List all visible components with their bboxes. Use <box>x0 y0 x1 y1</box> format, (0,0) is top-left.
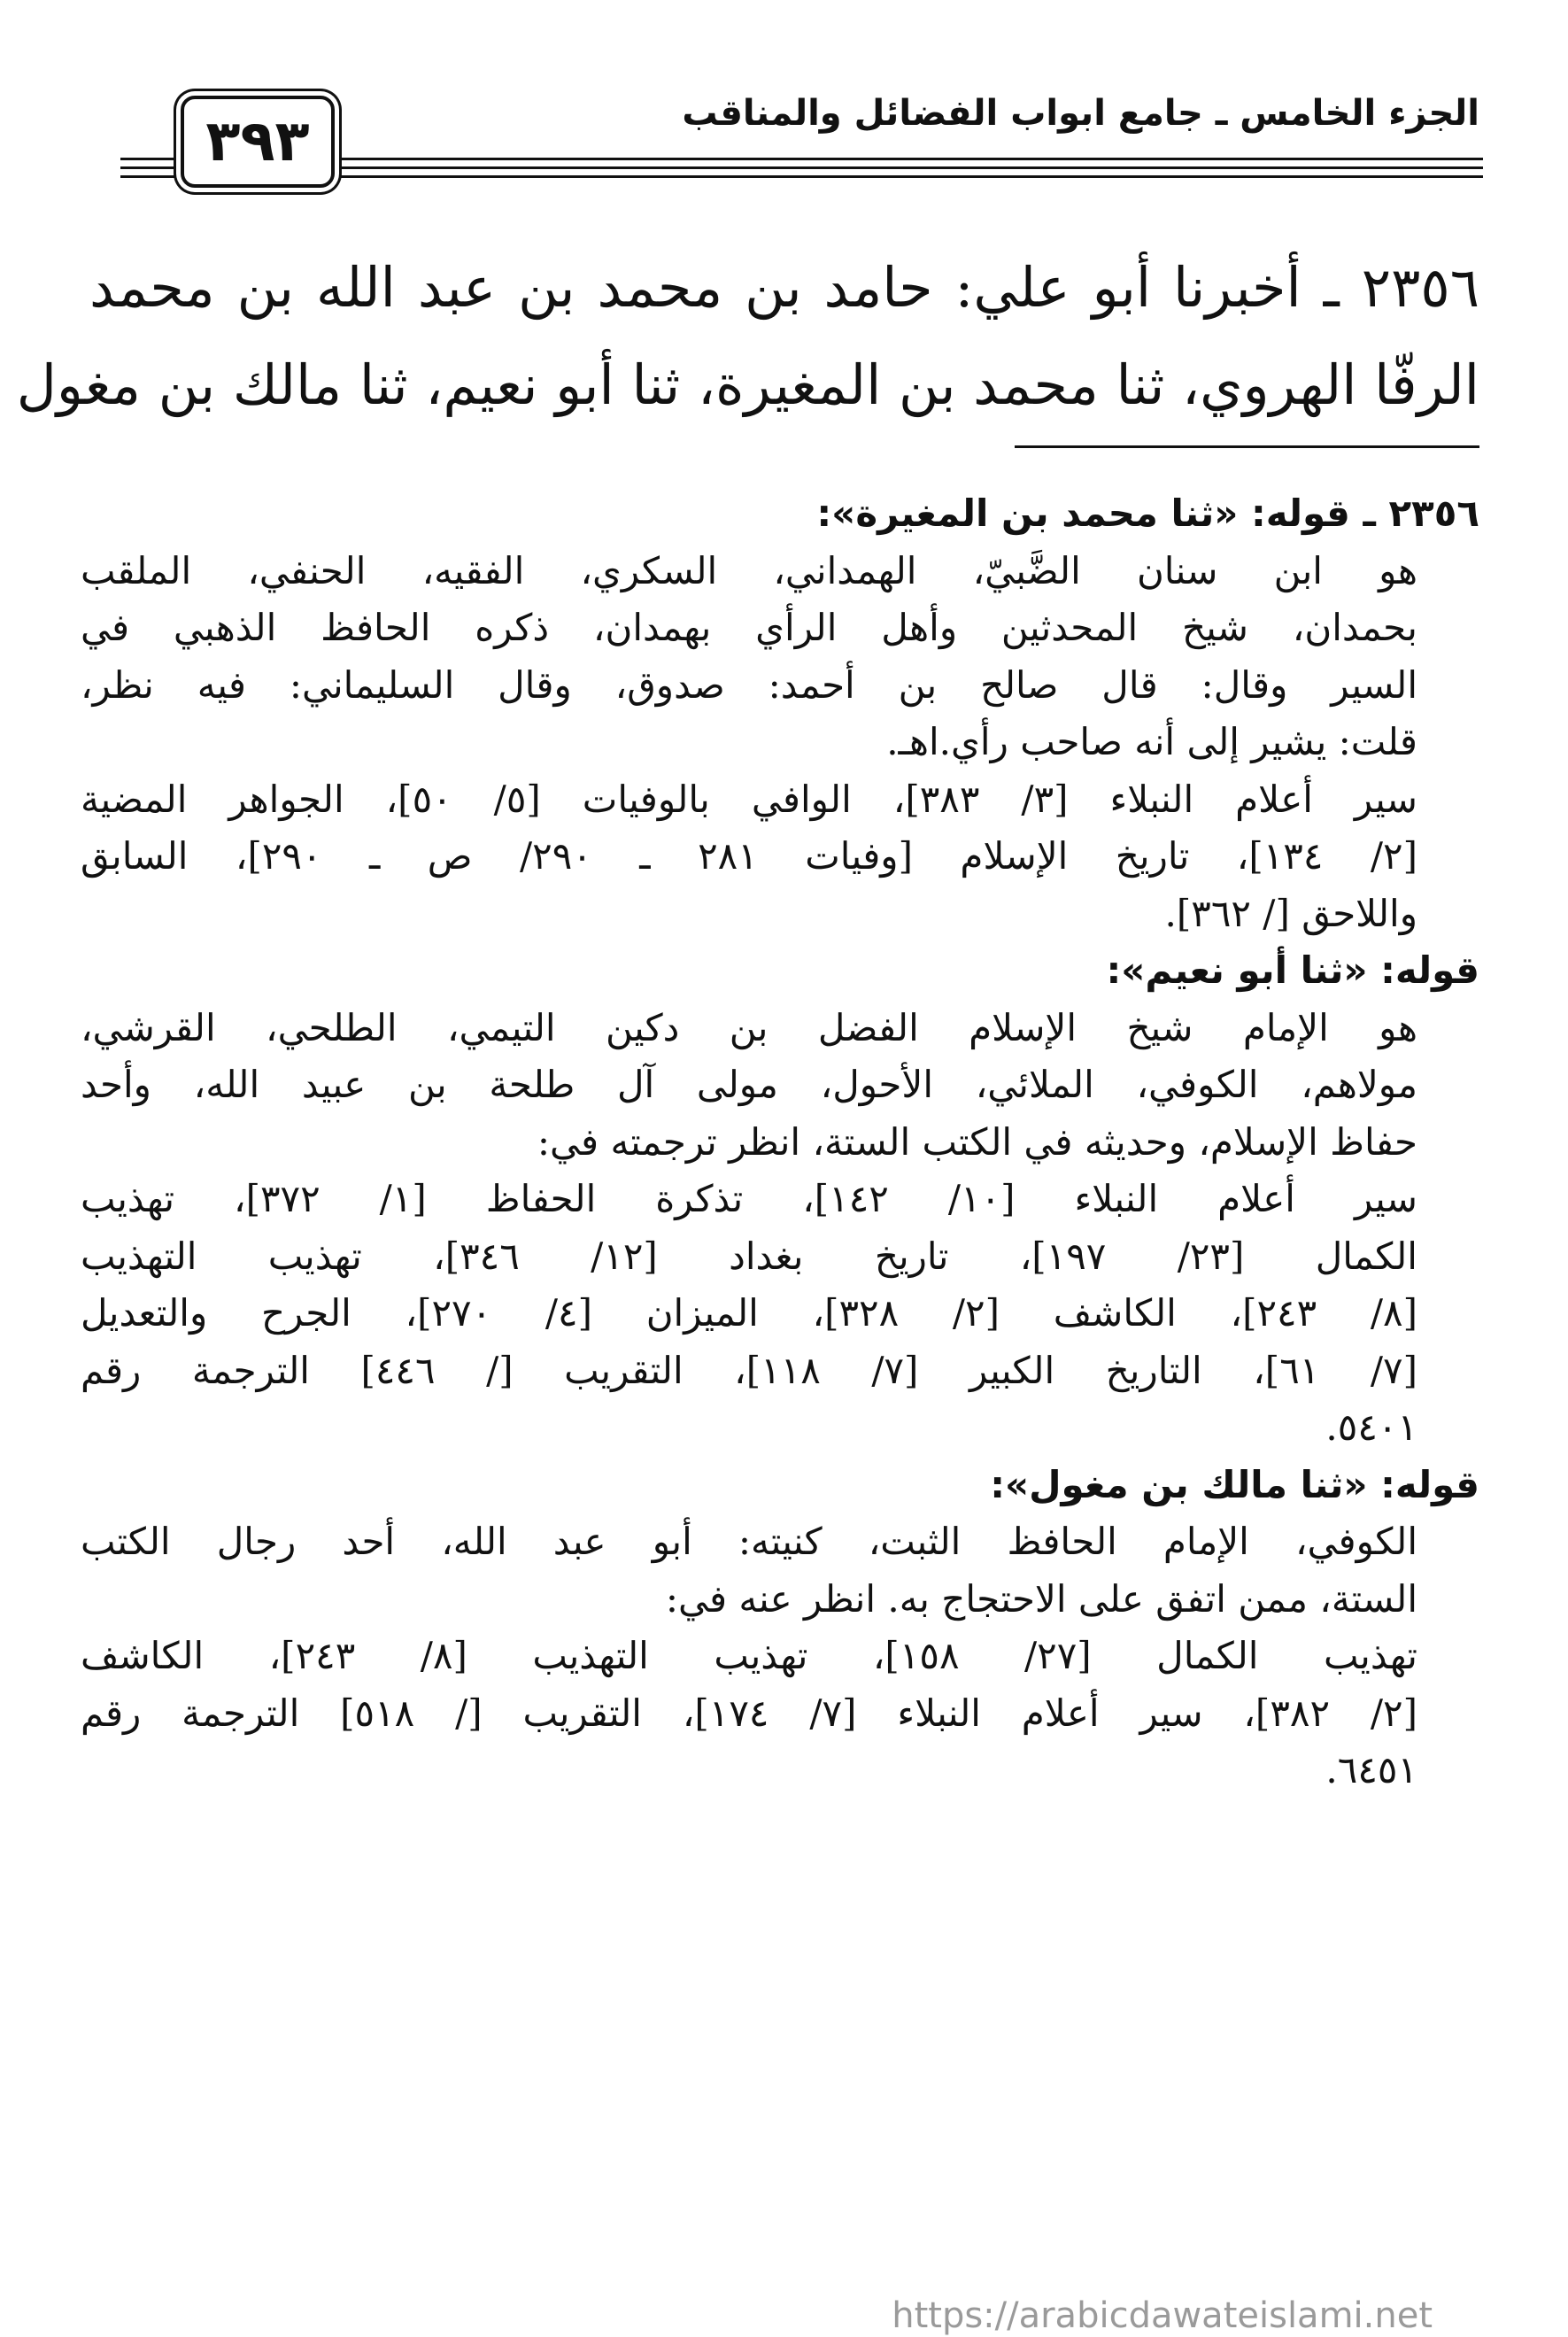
note-line: الكوفي، الإمام الحافظ الثبت، كنيته: أبو عبد الله، أحد رجال الكتب <box>81 1520 1417 1563</box>
hadith-text <box>16 239 1479 434</box>
note-line: هو ابن سنان الضَّبيّ، الهمداني، السكري، الفقيه، الحنفي، الملقب <box>81 548 1417 592</box>
page-number: ٣٩٣ <box>205 109 310 174</box>
watermark: https://arabicdawateislami.net <box>892 2295 1433 2336</box>
footnote-separator <box>1015 445 1479 448</box>
note-line: واللاحق [/ ٣٦٢]. <box>1164 891 1417 935</box>
note-heading: قوله: «ثنا مالك بن مغول»: <box>990 1462 1479 1506</box>
note-line: [٨/ ٢٤٣]، الكاشف [٢/ ٣٢٨]، الميزان [٤/ ٢٧٠]، الجرح والتعديل <box>81 1291 1417 1335</box>
page-number-box <box>181 96 335 188</box>
commentary <box>81 485 1479 1799</box>
note-line: ٦٤٥١. <box>1325 1748 1417 1791</box>
note-line: الكمال [٢٣/ ١٩٧]، تاريخ بغداد [١٢/ ٣٤٦]، تهذيب التهذيب <box>81 1234 1417 1278</box>
note-line: سير أعلام النبلاء [١٠/ ١٤٢]، تذكرة الحفاظ [١/ ٣٧٢]، تهذيب <box>81 1177 1417 1220</box>
note-line: الستة، ممن اتفق على الاحتجاج به. انظر عنه في: <box>665 1576 1417 1621</box>
running-title: الجزء الخامس ـ جامع ابواب الفضائل والمناقب <box>682 93 1479 134</box>
note-line: [٢/ ٣٨٢]، سير أعلام النبلاء [٧/ ١٧٤]، التقريب [/ ٥١٨] الترجمة رقم <box>81 1691 1417 1735</box>
note-line: [٧/ ٦١]، التاريخ الكبير [٧/ ١١٨]، التقريب [/ ٤٤٦] الترجمة رقم <box>81 1348 1417 1392</box>
note-line: هو الإمام شيخ الإسلام الفضل بن دكين التيمي، الطلحي، القرشي، <box>81 1005 1418 1049</box>
note-line: السير وقال: قال صالح بن أحمد: صدوق، وقال السليماني: فيه نظر، <box>81 662 1417 707</box>
note-line: حفاظ الإسلام، وحديثه في الكتب الستة، انظر ترجمته في: <box>537 1119 1417 1164</box>
note-line: سير أعلام النبلاء [٣/ ٣٨٣]، الوافي بالوفيات [٥/ ٥٠]، الجواهر المضية <box>81 777 1417 821</box>
note-line: تهذيب الكمال [٢٧/ ١٥٨]، تهذيب التهذيب [٨/ ٢٤٣]، الكاشف <box>81 1634 1417 1677</box>
note-line: ٥٤٠١. <box>1325 1405 1417 1449</box>
hadith-line: ٢٣٥٦ ـ أخبرنا أبو علي: حامد بن محمد بن عبد الله بن محمد <box>89 255 1479 320</box>
note-heading: قوله: «ثنا أبو نعيم»: <box>1106 948 1479 992</box>
note-heading: ٢٣٥٦ ـ قوله: «ثنا محمد بن المغيرة»: <box>816 491 1479 535</box>
hadith-line: الرفّا الهروي، ثنا محمد بن المغيرة، ثنا أبو نعيم، ثنا مالك بن مغول <box>16 352 1479 417</box>
note-line: [٢/ ١٣٤]، تاريخ الإسلام [وفيات ٢٨١ ـ ٢٩٠/ ص ـ ٢٩٠]، السابق <box>81 834 1417 878</box>
note-line: مولاهم، الكوفي، الملائي، الأحول، مولى آل طلحة بن عبيد الله، وأحد <box>81 1063 1417 1106</box>
note-line: بحمدان، شيخ المحدثين وأهل الرأي بهمدان، ذكره الحافظ الذهبي في <box>81 606 1417 649</box>
note-line: قلت: يشير إلى أنه صاحب رأي.اهـ. <box>886 720 1417 763</box>
